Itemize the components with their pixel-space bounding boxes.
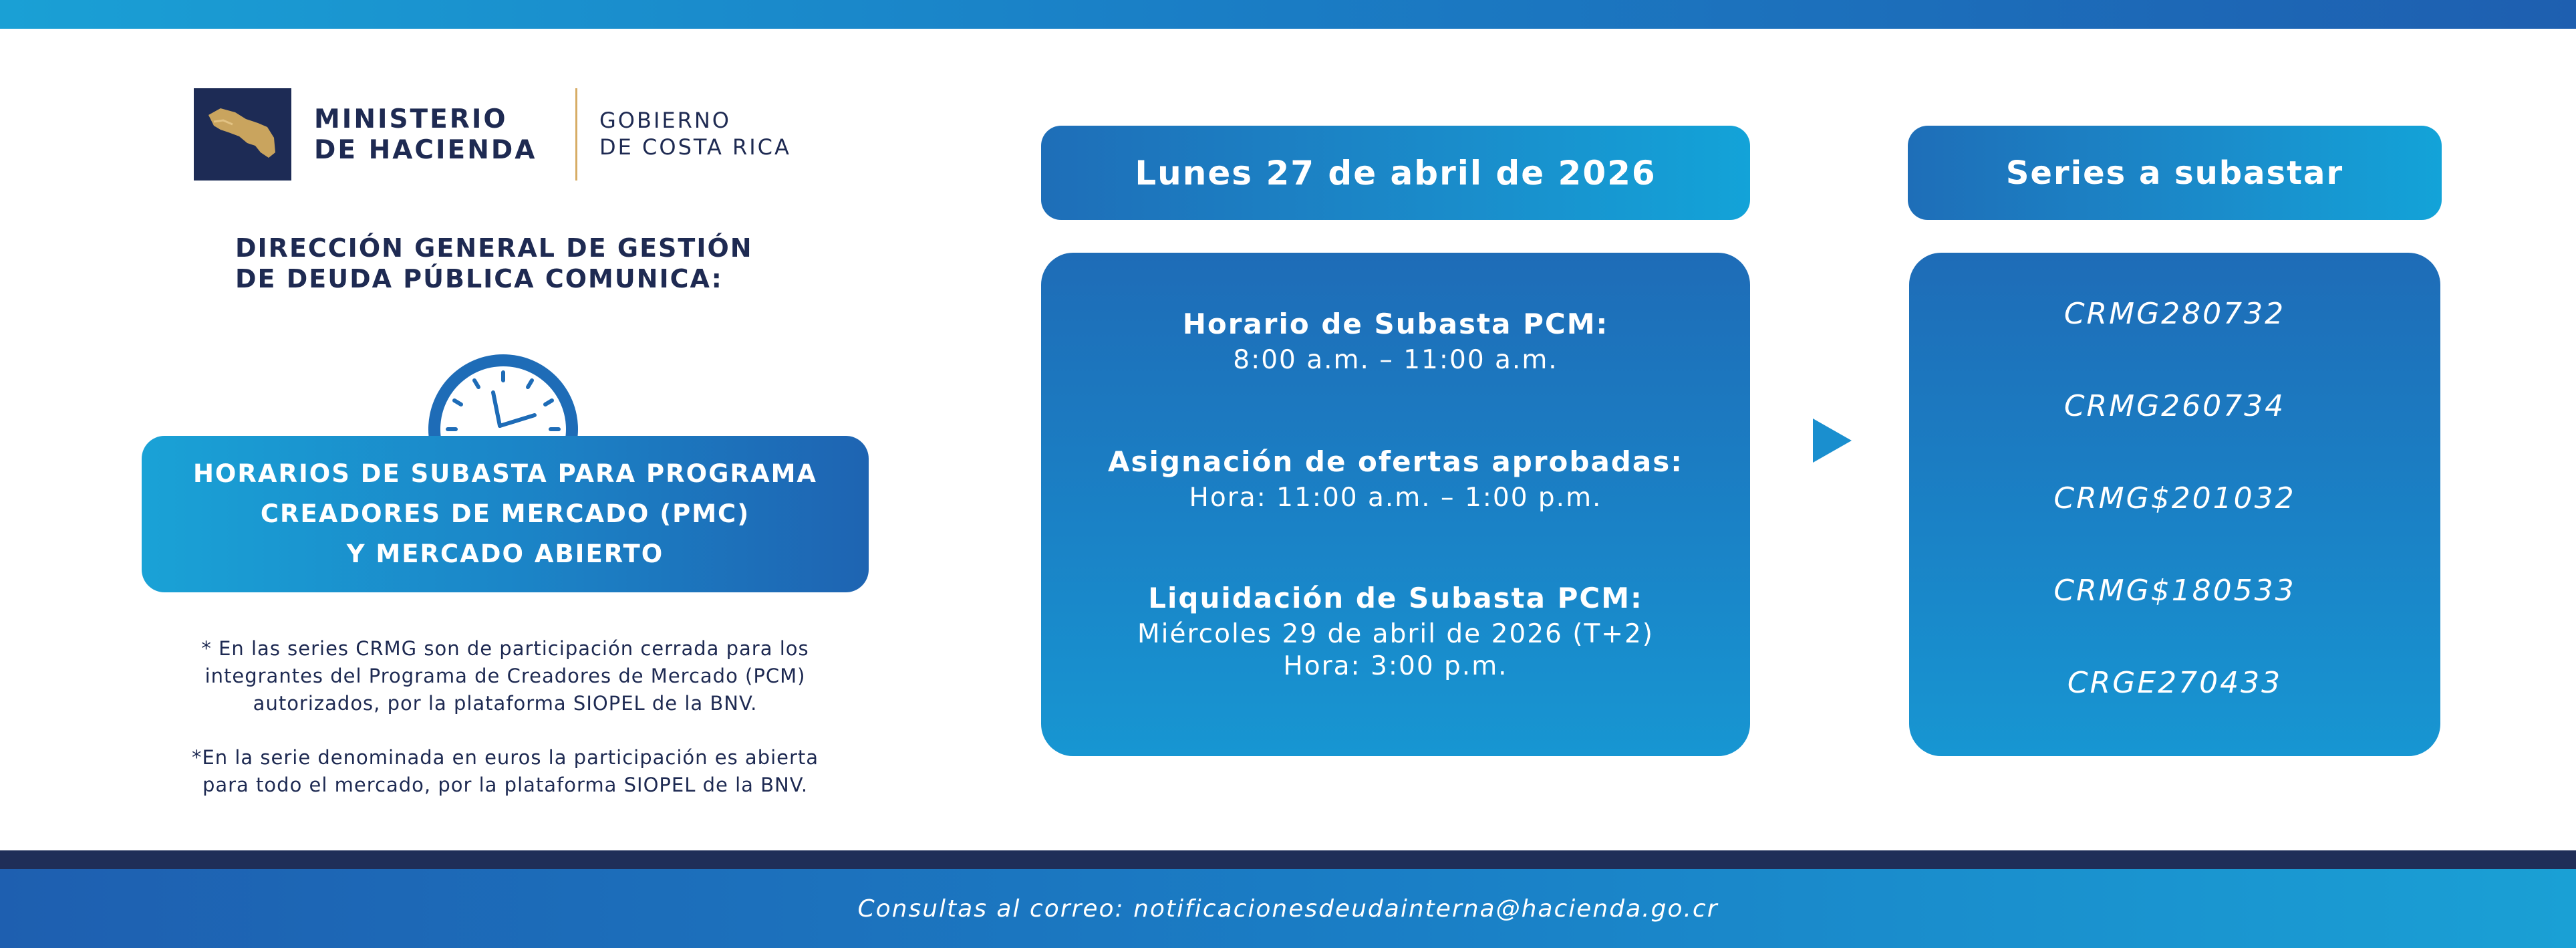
banner-line2: CREADORES DE MERCADO (PMC): [260, 499, 750, 528]
play-arrow-icon: [1813, 419, 1852, 463]
auction-schedule-banner: [142, 436, 869, 592]
liquidacion-schedule: [1041, 578, 1750, 683]
series-item: CRMG$180533: [2053, 574, 2296, 608]
series-item: CRMG280732: [2063, 297, 2286, 331]
series-item: CRMG$201032: [2053, 481, 2296, 515]
government-name-line1: GOBIERNO: [599, 108, 731, 133]
subasta-time: 8:00 a.m. – 11:00 a.m.: [1233, 345, 1558, 375]
note-euros-line1: *En la serie denominada en euros la participación es abierta: [191, 746, 819, 769]
series-list: [1909, 253, 2440, 756]
direccion-line1: DIRECCIÓN GENERAL DE GESTIÓN: [235, 233, 753, 263]
liquidacion-date: Miércoles 29 de abril de 2026 (T+2): [1137, 619, 1654, 649]
date-header: [1041, 126, 1750, 220]
schedule-box: [1041, 253, 1750, 756]
banner-line1: HORARIOS DE SUBASTA PARA PROGRAMA: [192, 459, 818, 488]
subasta-title: Horario de Subasta PCM:: [1182, 308, 1609, 340]
government-name: [599, 107, 791, 160]
banner-line3: Y MERCADO ABIERTO: [346, 540, 664, 568]
series-item: CRGE270433: [2067, 666, 2283, 700]
direccion-line2: DE DEUDA PÚBLICA COMUNICA:: [235, 264, 723, 293]
footer-bar: [0, 869, 2576, 948]
ministry-logo-icon: [194, 88, 291, 181]
note-euros-line2: para todo el mercado, por la plataforma SIOPEL de la BNV.: [202, 774, 809, 796]
series-item: CRMG260734: [2063, 389, 2286, 423]
date-header-text: Lunes 27 de abril de 2026: [1135, 153, 1657, 193]
top-accent-bar: [0, 0, 2576, 29]
participation-notes: [142, 635, 869, 826]
subasta-schedule: [1041, 304, 1750, 376]
ministry-name: [314, 104, 537, 166]
note-crmg: [142, 635, 869, 717]
note-euros: [142, 744, 869, 799]
series-header-text: Series a subastar: [2005, 154, 2344, 192]
ministry-name-line2: DE HACIENDA: [314, 135, 537, 165]
ministry-name-line1: MINISTERIO: [314, 104, 508, 134]
footer-divider: [0, 850, 2576, 869]
direccion-heading: [235, 233, 753, 294]
series-header: [1908, 126, 2442, 220]
asignacion-schedule: [1041, 442, 1750, 514]
clock-icon: [420, 346, 587, 446]
note-crmg-line2: integrantes del Programa de Creadores de Mercado (PCM): [204, 665, 806, 687]
asignacion-time: Hora: 11:00 a.m. – 1:00 p.m.: [1189, 483, 1602, 513]
asignacion-title: Asignación de ofertas aprobadas:: [1108, 445, 1683, 478]
contact-email-text: Consultas al correo: notificacionesdeudainterna@hacienda.go.cr: [857, 895, 1719, 923]
liquidacion-time: Hora: 3:00 p.m.: [1283, 651, 1508, 681]
logo-divider: [575, 88, 577, 181]
note-crmg-line3: autorizados, por la plataforma SIOPEL de la BNV.: [253, 692, 758, 715]
liquidacion-title: Liquidación de Subasta PCM:: [1148, 582, 1643, 614]
government-name-line2: DE COSTA RICA: [599, 134, 791, 160]
note-crmg-line1: * En las series CRMG son de participación cerrada para los: [201, 637, 809, 660]
